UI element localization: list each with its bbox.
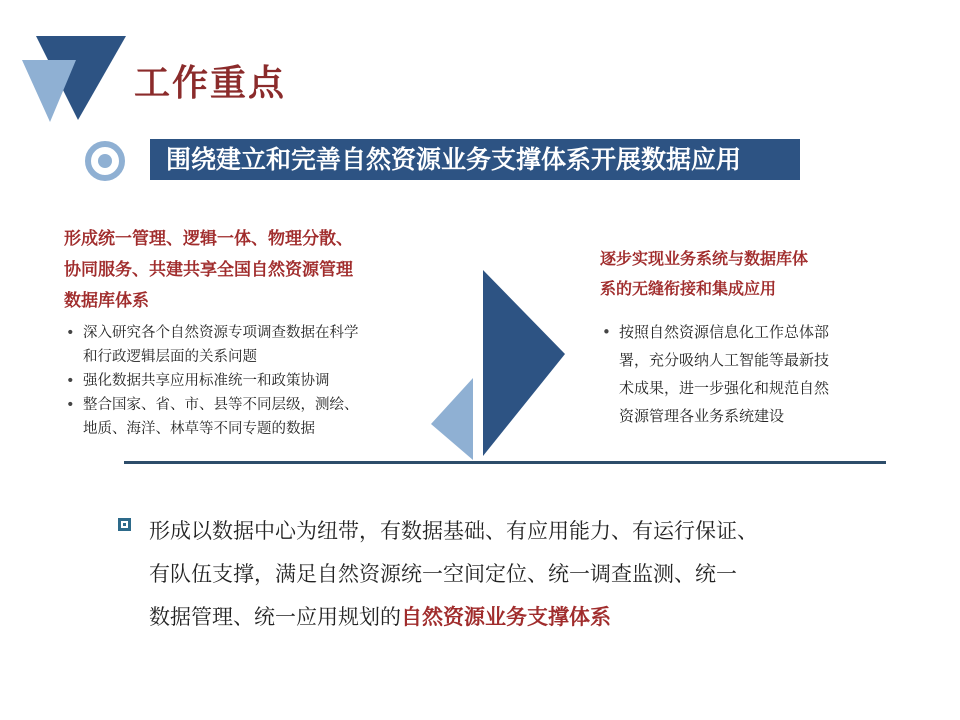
square-bullet-icon xyxy=(118,518,131,531)
list-item-line: 术成果，进一步强化和规范自然 xyxy=(619,379,830,397)
left-heading-line: 数据库体系 xyxy=(64,291,149,311)
left-heading-line: 形成统一管理、逻辑一体、物理分散、 xyxy=(64,229,353,249)
list-item-line: 和行政逻辑层面的关系问题 xyxy=(83,349,257,365)
list-item xyxy=(64,369,444,393)
list-item xyxy=(64,321,444,369)
summary-line: 形成以数据中心为纽带，有数据基础、有应用能力、有运行保证、 xyxy=(149,519,758,543)
right-bullet-list xyxy=(600,318,890,430)
summary-section xyxy=(118,510,908,639)
subtitle-banner: 围绕建立和完善自然资源业务支撑体系开展数据应用 xyxy=(150,139,800,180)
list-item-line: • 强化数据共享应用标准统一和政策协调 xyxy=(83,373,330,389)
left-bullet-list xyxy=(64,321,444,441)
list-item-line: • 整合国家、省、市、县等不同层级，测绘、 xyxy=(83,397,359,413)
right-heading xyxy=(600,244,890,304)
logo-triangles-icon xyxy=(20,30,130,130)
list-item-line: • 深入研究各个自然资源专项调查数据在科学 xyxy=(83,325,359,341)
summary-last-prefix: 数据管理、统一应用规划的 xyxy=(149,605,401,629)
list-item xyxy=(64,393,444,441)
summary-emphasis: 自然资源业务支撑体系 xyxy=(401,605,611,629)
list-item xyxy=(600,318,890,430)
left-heading xyxy=(64,224,444,317)
page-title: 工作重点 xyxy=(134,63,287,104)
left-heading-line: 协同服务、共建共享全国自然资源管理 xyxy=(64,260,353,280)
summary-text xyxy=(149,510,908,639)
divider xyxy=(124,461,886,464)
list-item-line: • 按照自然资源信息化工作总体部 xyxy=(619,323,830,341)
right-heading-line: 系的无缝衔接和集成应用 xyxy=(600,279,777,298)
right-section xyxy=(600,244,890,430)
left-section xyxy=(64,224,444,441)
list-item-line: 地质、海洋、林草等不同专题的数据 xyxy=(83,421,315,437)
summary-line: 有队伍支撑，满足自然资源统一空间定位、统一调查监测、统一 xyxy=(149,562,737,586)
list-item-line: 署，充分吸纳人工智能等最新技 xyxy=(619,351,830,369)
list-item-line: 资源管理各业务系统建设 xyxy=(619,407,785,425)
right-heading-line: 逐步实现业务系统与数据库体 xyxy=(600,249,809,268)
target-icon xyxy=(84,140,126,182)
summary-line xyxy=(149,596,908,639)
arrow-triangle-icon xyxy=(425,266,575,461)
